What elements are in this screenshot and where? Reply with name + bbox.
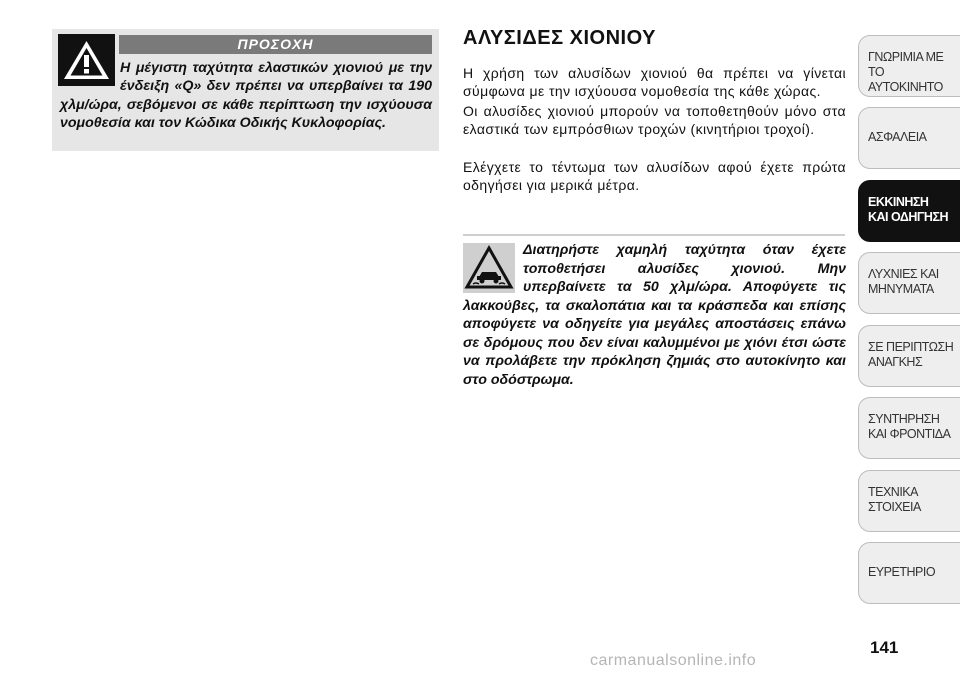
- tab-label: ΜΗΝΥΜΑΤΑ: [868, 282, 934, 296]
- tab-label: ΑΣΦΑΛΕΙΑ: [868, 130, 927, 144]
- warning-text: Η μέγιστη ταχύτητα ελαστικών χιονιού με την ένδειξη «Q» δεν πρέπει να υπερβαίνει τα 190 χλμ/ώρα, σεβόμενοι σε κάθε περίπτωση την ισχύουσα νομοθεσία και τον Κώδικα Οδικής Κυκλοφορίας.: [60, 60, 432, 132]
- tab-label: ΕΥΡΕΤΗΡΙΟ: [868, 565, 936, 579]
- paragraph-tension: Ελέγχετε το τέντωμα των αλυσίδων αφού έχετε πρώτα οδηγήσει για μερικά μέτρα.: [463, 159, 846, 193]
- watermark: carmanualsonline.info: [590, 652, 757, 669]
- tab-label: ΛΥΧΝΙΕΣ ΚΑΙ: [868, 267, 939, 281]
- divider: [463, 234, 845, 236]
- section-title: ΑΛΥΣΙΔΕΣ ΧΙΟΝΙΟΥ: [463, 27, 656, 49]
- warning-box: [52, 29, 439, 151]
- tab-getting-to-know[interactable]: [858, 35, 960, 97]
- paragraph-front-wheels: Οι αλυσίδες χιονιού μπορούν να τοποθετηθούν μόνο στα ελαστικά των εμπρόσθιων τροχών (κινητήριοι τροχοί).: [463, 103, 846, 137]
- page-number: 141: [870, 638, 899, 657]
- tab-warning-lights[interactable]: [858, 252, 960, 314]
- tab-index[interactable]: [858, 542, 960, 604]
- tab-label: ΣΤΟΙΧΕΙΑ: [868, 500, 921, 514]
- tab-safety[interactable]: [858, 107, 960, 169]
- tab-label: ΕΚΚΙΝΗΣΗ: [868, 195, 929, 209]
- tab-label: ΑΝΑΓΚΗΣ: [868, 355, 923, 369]
- tab-label: ΣΥΝΤΗΡΗΣΗ: [868, 412, 940, 426]
- tab-emergency[interactable]: [858, 325, 960, 387]
- warning-banner: ΠΡΟΣΟΧΗ: [119, 35, 432, 54]
- tab-label: ΓΝΩΡΙΜΙΑ ΜΕ: [868, 50, 944, 64]
- tab-technical-data[interactable]: [858, 470, 960, 532]
- paragraph-usage: Η χρήση των αλυσίδων χιονιού θα πρέπει να γίνεται σύμφωνα με την ισχύουσα νομοθεσία της κάθε χώρας.: [463, 65, 846, 99]
- tab-starting-driving[interactable]: [858, 180, 960, 242]
- tab-label: ΚΑΙ ΟΔΗΓΗΣΗ: [868, 210, 948, 224]
- tab-label: ΤΟ ΑΥΤΟΚΙΝΗΤΟ: [868, 65, 943, 94]
- caution-text: Διατηρήστε χαμηλή ταχύτητα όταν έχετε τοποθετήσει αλυσίδες χιονιού. Μην υπερβαίνετε τα 50 χλμ/ώρα. Αποφύγετε τις λακκούβες, τα σκαλοπάτια και τα κράσπεδα και επίσης αποφύγετε να οδηγείτε για μεγάλες αποστάσεις επάνω σε δρόμους που δεν είναι καλυμμένοι με χιόνι έτσι ώστε να προλάβετε την πρόκληση ζημιάς στο αυτοκίνητο και στο οδόστρωμα.: [463, 242, 846, 388]
- tab-maintenance[interactable]: [858, 397, 960, 459]
- tab-label: ΣΕ ΠΕΡΙΠΤΩΣΗ: [868, 340, 954, 354]
- tab-label: ΚΑΙ ΦΡΟΝΤΙΔΑ: [868, 427, 951, 441]
- tab-label: ΤΕΧΝΙΚΑ: [868, 485, 918, 499]
